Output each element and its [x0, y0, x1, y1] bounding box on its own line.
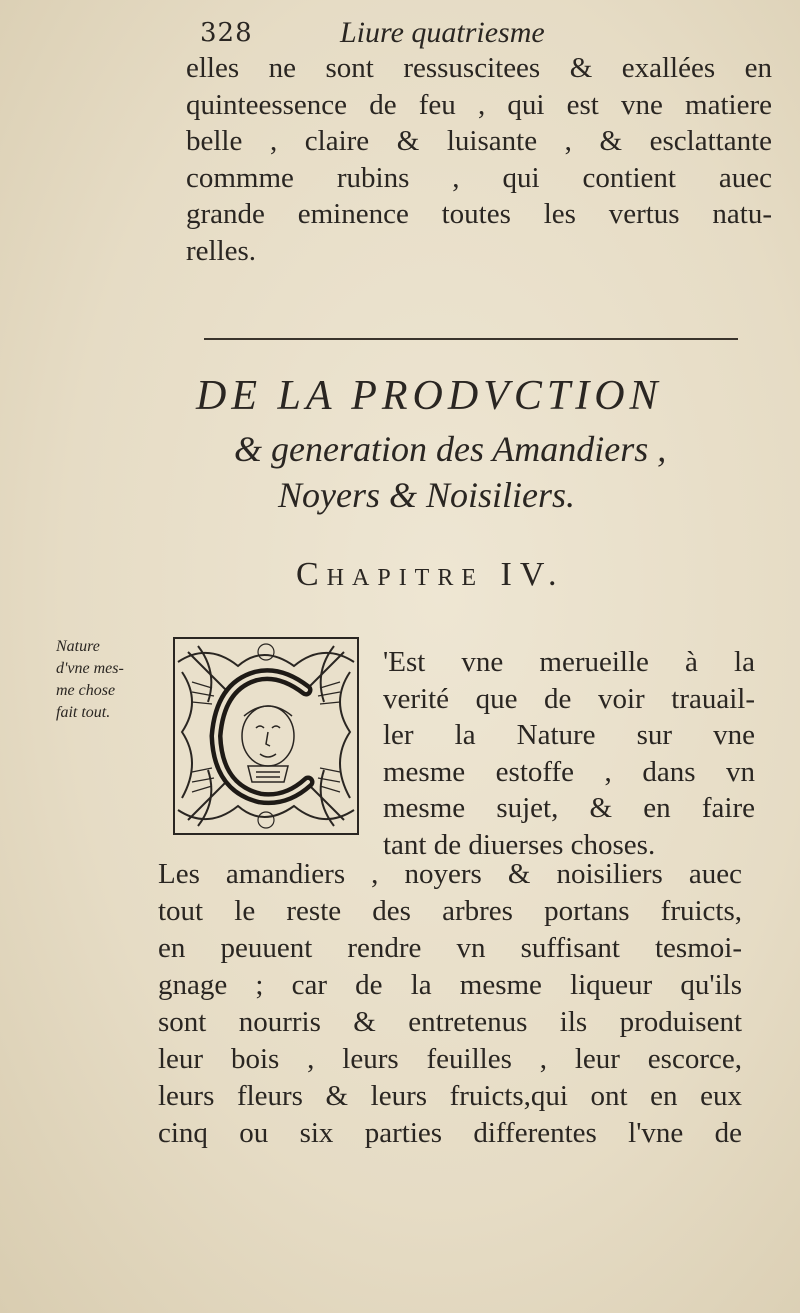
text-line: sont nourris & entretenus ils produisent — [158, 1006, 742, 1038]
ornamental-initial-c-icon — [168, 632, 364, 840]
text-line: en peuuent rendre vn suffisant tesmoi- — [158, 932, 742, 964]
marginal-note-line: fait tout. — [56, 704, 111, 721]
marginal-note-line: me chose — [56, 682, 116, 699]
paragraph-opening — [383, 644, 755, 863]
text-line: tant de diuerses choses. — [383, 828, 656, 861]
running-head: Liure quatriesme — [340, 16, 545, 49]
text-line: gnage ; car de la mesme liqueur qu'ils — [158, 969, 742, 1001]
marginal-note — [56, 636, 166, 724]
paragraph-body — [158, 856, 742, 1152]
text-line: quinteessence de feu , qui est vne matiere — [186, 88, 772, 121]
text-line: 'Est vne merueille à la — [383, 646, 755, 678]
text-line: commme rubins , qui contient auec — [186, 161, 772, 194]
paragraph-continuation — [186, 50, 772, 269]
page-number: 328 — [200, 18, 253, 48]
text-line: tout le reste des arbres portans fruicts, — [158, 895, 742, 927]
chapter-subtitle-line1: & generation des Amandiers , — [234, 429, 667, 469]
text-line: mesme estoffe , dans vn — [383, 755, 755, 788]
chapter-subtitle-line2: Noyers & Noisiliers. — [278, 475, 576, 515]
chapter-title: DE LA PRODVCTION — [196, 373, 663, 419]
text-line: leur bois , leurs feuilles , leur escorce, — [158, 1043, 742, 1075]
text-line: belle , claire & luisante , & esclattante — [186, 125, 772, 157]
page-header — [200, 14, 760, 54]
section-divider-rule — [204, 338, 738, 340]
text-line: verité que de voir trauail- — [383, 682, 755, 715]
text-line: elles ne sont ressuscitees & exallées en — [186, 52, 772, 84]
text-line: mesme sujet, & en faire — [383, 792, 755, 824]
text-line: Les amandiers , noyers & noisiliers auec — [158, 858, 742, 890]
marginal-note-line: Nature — [56, 638, 100, 655]
text-line: relles. — [186, 234, 257, 267]
text-line: ler la Nature sur vne — [383, 719, 755, 751]
text-line: leurs fleurs & leurs fruicts,qui ont en eux — [158, 1080, 742, 1112]
chapter-number: Chapitre IV. — [296, 556, 565, 593]
text-line: grande eminence toutes les vertus natu- — [186, 198, 772, 230]
text-line: cinq ou six parties differentes l'vne de — [158, 1117, 742, 1149]
marginal-note-line: d'vne mes- — [56, 660, 124, 677]
